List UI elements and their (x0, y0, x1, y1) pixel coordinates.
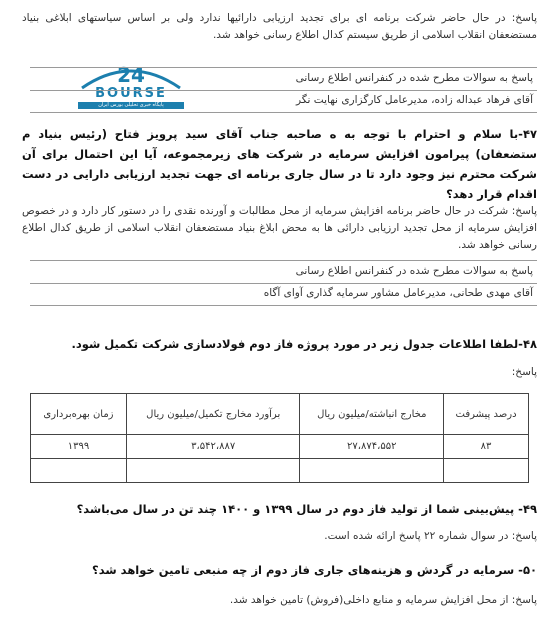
top-answer: پاسخ: در حال حاضر شرکت برنامه ای برای تجدید ارزیابی دارائیها ندارد ولی بر اساس سیاستهای ابلاغی بنیاد مستضعفان انقلاب اسلامی از طریق سیستم کدال اطلاع رسانی خواهد شد. (22, 12, 537, 41)
answer-49: پاسخ: در سوال شماره ۲۲ پاسخ ارائه شده است. (324, 530, 537, 542)
table-cell: ۸۳ (444, 435, 529, 459)
table-header: درصد پیشرفت (444, 394, 529, 435)
project-table (30, 393, 529, 483)
table-cell: ۱۳۹۹ (31, 435, 127, 459)
conference-note-47: پاسخ به سوالات مطرح شده در کنفرانس اطلاع رسانی (30, 260, 537, 284)
table-header: مخارج انباشته/میلیون ریال (300, 394, 444, 435)
answer-47: پاسخ: شرکت در حال حاضر برنامه افزایش سرمایه از محل مطالبات و آورنده نقدی را در دستور کار دارد و در خصوص افزایش سرمایه از محل تجدید ارزیابی دارائی ها به محض ابلاغ بنیاد مستضعفان انقلاب اسلامی از طریق کدال اطلاع رسانی خواهد شد. (22, 205, 537, 251)
conference-note: پاسخ به سوالات مطرح شده در کنفرانس اطلاع رسانی (30, 67, 537, 91)
question-47: ۴۷-با سلام و احترام با توجه به ه صاحبه جناب آقای سید پرویز فتاح (رئیس بنیاد م ستضعفان) پیرامون افزایش سرمایه در شرکت های زیرمجموعه، آیا این احتمال برای آن شرکت محترم نیز وجود دارد تا در سال جاری برنامه ای جهت تجدید ارزیابی دارایی در دست اقدام قرار دهد؟ (22, 127, 537, 201)
question-48: ۴۸-لطفا اطلاعات جدول زیر در مورد پروژه فاز دوم فولادسازی شرکت تکمیل شود. (71, 337, 537, 351)
table-row (31, 435, 529, 459)
table-header: برآورد مخارج تکمیل/میلیون ریال (126, 394, 300, 435)
table-cell: ۳،۵۴۲،۸۸۷ (126, 435, 300, 459)
logo-text: BOURSE (95, 86, 167, 101)
table-header: زمان بهره‌برداری (31, 394, 127, 435)
logo-tagline: پایگاه خبری تحلیلی بورس ایران (78, 102, 184, 109)
logo-number: 24 (117, 63, 145, 87)
answer-50: پاسخ: از محل افزایش سرمایه و منابع داخلی(فروش) تامین خواهد شد. (229, 594, 537, 606)
table-header-row (31, 394, 529, 435)
answer-48-label: پاسخ: (511, 366, 537, 378)
question-49: ۴۹- پیش‌بینی شما از تولید فاز دوم در سال ۱۳۹۹ و ۱۴۰۰ چند تن در سال می‌باشد؟ (76, 502, 537, 516)
question-50: ۵۰- سرمایه در گردش و هزینه‌های جاری فاز دوم از چه منبعی تامین خواهد شد؟ (92, 563, 537, 577)
table-empty-row (31, 459, 529, 483)
respondent-line-47: آقای مهدی طحانی، مدیرعامل مشاور سرمایه گذاری آوای آگاه (30, 283, 537, 306)
table-cell: ۲۷،۸۷۴،۵۵۲ (300, 435, 444, 459)
respondent-line: آقای فرهاد عبداله زاده، مدیرعامل کارگزاری نهایت نگر (30, 90, 537, 113)
